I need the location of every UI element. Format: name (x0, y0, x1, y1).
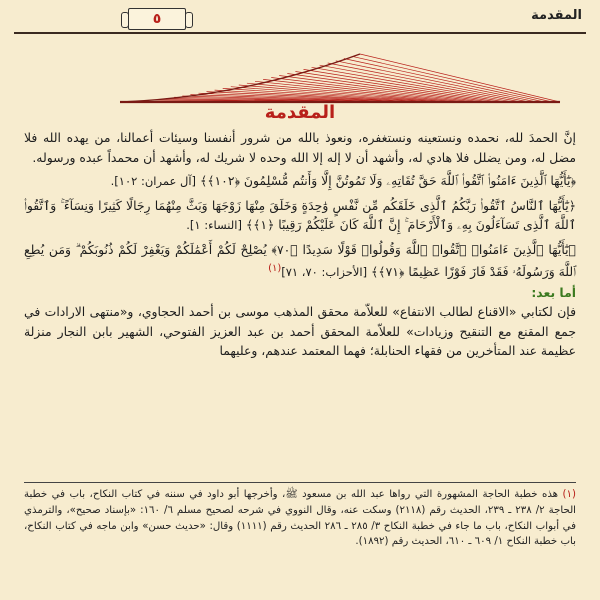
chapter-title: المقدمة (264, 102, 336, 123)
page-number-frame (128, 8, 186, 30)
footnote-text: هذه خطبة الحاجة المشهورة التي رواها عبد الله بن مسعود ﷺ، وأخرجها أبو داود في سننه في كتاب النكاح، باب في خطبة الحاجة ٢/ ٢٣٨ ـ ٢٣٩، الحديث رقم (٢١١٨) وسكت عنه، وقال النووي في شرحه لصحيح مسلم ٦/ ١٦٠: «بإسناد صحيح»، والترمذي في أبواب النكاح، باب ما جاء في خطبة النكاح ٣/ ٢٨٥ ـ ٢٨٦ الحديث رقم (١١١١) وقال: «حديث حسن» وابن ماجه في كتاب النكاح، باب خطبة النكاح ١/ ٦٠٩ ـ ٦١٠، الحديث رقم (١٨٩٢). (24, 489, 577, 548)
footnote-number: (١) (562, 489, 576, 500)
header-rule (14, 32, 586, 34)
section-subheading: أما بعد: (531, 284, 576, 300)
quran-verse-3 (24, 240, 576, 283)
footnote-separator (24, 482, 576, 483)
verse-text: ﴿يَٰٓأَيُّهَا ٱلنَّاسُ ٱتَّقُوا۟ رَبَّكُمُ ٱلَّذِى خَلَقَكُم مِّن نَّفْسٍ وَٰحِدَةٍ وَخَلَقَ مِنْهَا زَوْجَهَا وَبَثَّ مِنْهُمَا رِجَالًا كَثِيرًا وَنِسَآءً ۚ وَٱتَّقُوا۟ ٱللَّهَ ٱلَّذِى تَسَآءَلُونَ بِهِۦ وَٱلْأَرْحَامَ ۚ إِنَّ ٱللَّهَ كَانَ عَلَيْكُمْ رَقِيبًا ﴿١﴾﴾ (24, 197, 576, 232)
main-paragraph: فإن لكتابي «الاقناع لطالب الانتفاع» للعلاّمة محقق المذهب موسى بن أحمد الحجاوي، و«منتهى الارادات في جمع المقنع مع التنقيح وزيادات» للعلاّمة المحقق أحمد بن عبد العزيز الفتوحي، الشهير بابن النجار منزلة عظيمة عند المتأخرين من فقهاء الحنابلة؛ فهما المعتمد عندهم، وعليهما (24, 304, 576, 359)
subheading-paragraph (24, 283, 576, 303)
footnote (24, 487, 576, 550)
page-body (24, 128, 576, 361)
verse-text: ﴿يَٰٓأَيُّهَا ٱلَّذِينَ ءَامَنُوا۟ ٱتَّقُوا۟ ٱللَّهَ حَقَّ تُقَاتِهِۦ وَلَا تَمُوتُنَّ إِلَّا وَأَنتُم مُّسْلِمُونَ ﴿١٠٢﴾﴾ (200, 173, 576, 188)
running-title: المقدمة (531, 8, 582, 23)
verse-text: ﴿يَٰٓأَيُّهَا ٱلَّذِينَ ءَامَنُوا۟ ٱتَّقُوا۟ ٱللَّهَ وَقُولُوا۟ قَوْلًا سَدِيدًا ﴿٧٠﴾ يُصْلِحْ لَكُمْ أَعْمَٰلَكُمْ وَيَغْفِرْ لَكُمْ ذُنُوبَكُمْ ۗ وَمَن يُطِعِ ٱللَّهَ وَرَسُولَهُۥ فَقَدْ فَازَ فَوْزًا عَظِيمًا ﴿٧١﴾﴾ (24, 241, 576, 280)
verse-reference: [الأحزاب: ٧٠، ٧١] (281, 265, 368, 280)
footnote-marker: (١) (268, 263, 282, 274)
verse-reference: [النساء: ١]. (186, 218, 242, 232)
quran-verse-1 (24, 171, 576, 192)
opening-paragraph: إنَّ الحمدَ لله، نحمده ونستعينه ونستغفره، ونعوذ بالله من شرور أنفسنا وسيئات أعمالنا، من يهده الله فلا مضل له، ومن يضلل فلا هادي له، وأشهد أن لا إله إلا الله وحده لا شريك له، وأشهد أن محمداً عبده ورسوله. (24, 130, 576, 165)
chapter-ornament (0, 36, 600, 106)
page-number: ٥ (152, 11, 162, 27)
quran-verse-2 (24, 196, 576, 236)
page-header (14, 6, 586, 36)
verse-reference: [آل عمران: ١٠٢]. (110, 174, 197, 188)
